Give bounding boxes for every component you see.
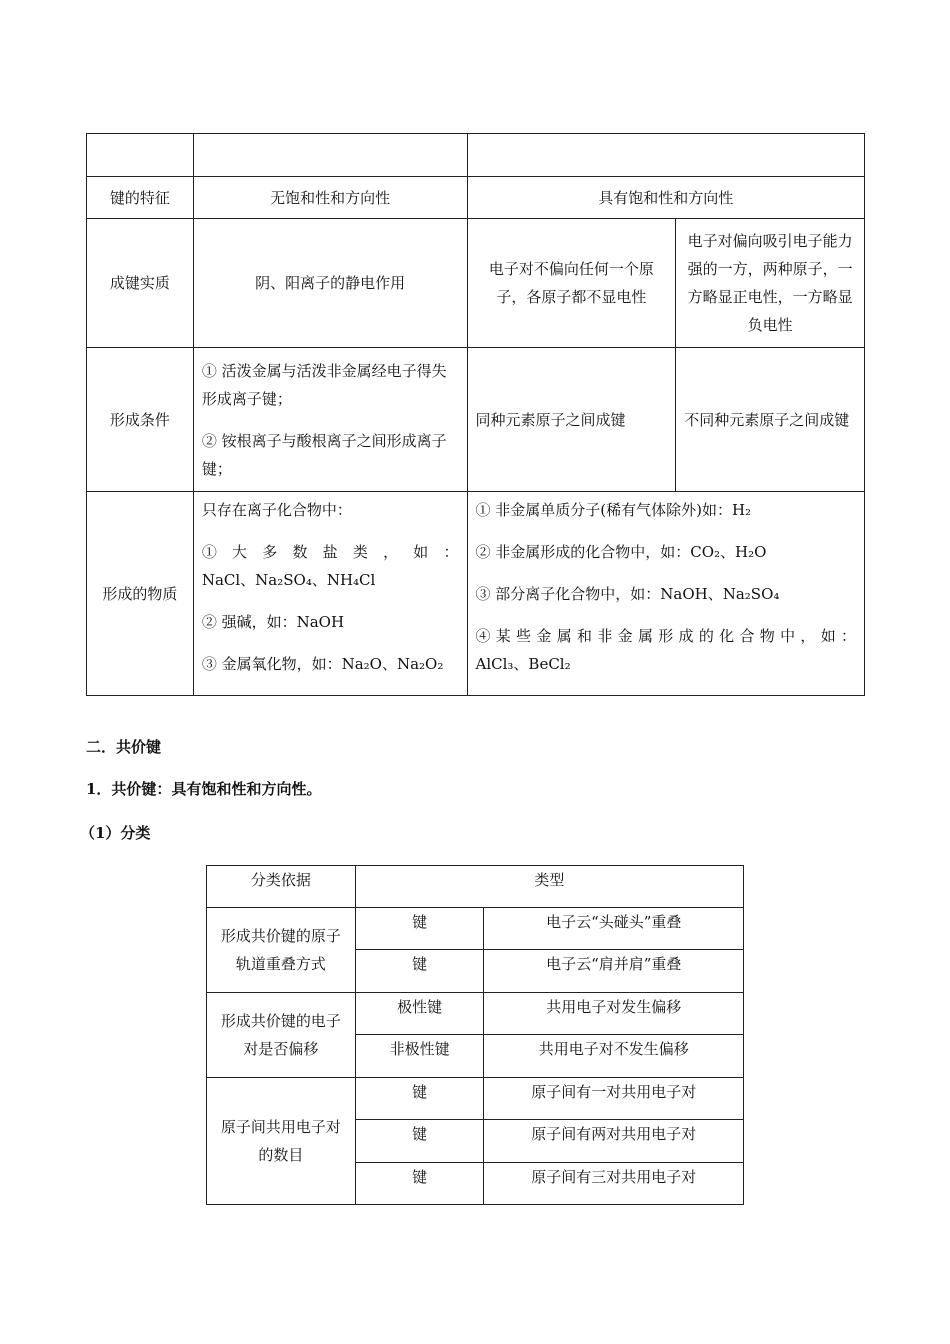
table-row	[87, 492, 865, 696]
ionic-substance	[193, 492, 467, 696]
covalent-substance-1: ① 非金属单质分子(稀有气体除外)如：H₂	[475, 501, 752, 519]
covalent-substance-4b: AlCl₃、BeCl₂	[475, 655, 571, 673]
table-row	[207, 1078, 744, 1120]
covalent-substance-4a: ④ 某 些 金 属 和 非 金 属 形 成 的 化 合 物 中 ， 如 ：	[475, 627, 856, 645]
table-row	[87, 134, 865, 177]
ionic-condition-2: ② 铵根离子与酸根离子之间形成离子键；	[201, 431, 447, 478]
desc-cell: 原子间有三对共用电子对	[484, 1163, 744, 1205]
row-label: 键的特征	[87, 177, 194, 219]
desc-cell: 电子云“肩并肩”重叠	[484, 950, 744, 993]
nonpolar-condition: 同种元素原子之间成键	[467, 348, 676, 492]
covalent-classification-table	[206, 865, 744, 1205]
bond-comparison-table	[86, 133, 865, 696]
ionic-condition-1: ① 活泼金属与活泼非金属经电子得失形成离子键；	[201, 361, 447, 408]
table-row	[207, 908, 744, 950]
header-basis: 分类依据	[207, 866, 356, 908]
table-row	[87, 348, 865, 492]
header-type: 类型	[355, 866, 743, 908]
section-title: 二．共价键	[86, 738, 162, 756]
covalent-substance-3: ③ 部分离子化合物中，如：NaOH、Na₂SO₄	[475, 585, 780, 603]
covalent-substance	[467, 492, 865, 696]
sub-heading: （1）分类	[80, 824, 151, 842]
ionic-feature: 无饱和性和方向性	[193, 177, 467, 219]
basis-cell: 形成共价键的原子轨道重叠方式	[207, 908, 356, 993]
type-cell: 键	[355, 1163, 484, 1205]
type-cell: 键	[355, 950, 484, 993]
type-cell: 极性键	[355, 993, 484, 1035]
table-row	[87, 177, 865, 219]
desc-cell: 原子间有两对共用电子对	[484, 1120, 744, 1163]
basis-cell: 形成共价键的电子对是否偏移	[207, 993, 356, 1078]
covalent-substance-2: ② 非金属形成的化合物中，如：CO₂、H₂O	[475, 543, 767, 561]
ionic-substance-intro: 只存在离子化合物中：	[201, 501, 352, 519]
desc-cell: 共用电子对发生偏移	[484, 993, 744, 1035]
ionic-substance-3: ③ 金属氧化物，如：Na₂O、Na₂O₂	[201, 655, 444, 673]
ionic-substance-1a: ① 大 多 数 盐 类 ， 如 ：	[201, 543, 459, 561]
type-cell: 键	[355, 1078, 484, 1120]
ionic-substance-2: ② 强碱，如：NaOH	[201, 613, 345, 631]
covalent-feature: 具有饱和性和方向性	[467, 177, 865, 219]
ionic-condition	[193, 348, 467, 492]
desc-cell: 原子间有一对共用电子对	[484, 1078, 744, 1120]
basis-cell: 原子间共用电子对的数目	[207, 1078, 356, 1205]
table-row	[207, 866, 744, 908]
header-cell	[193, 134, 467, 177]
desc-cell: 电子云“头碰头”重叠	[484, 908, 744, 950]
ionic-essence: 阴、阳离子的静电作用	[193, 219, 467, 348]
table-row	[87, 219, 865, 348]
ionic-substance-1b: NaCl、Na₂SO₄、NH₄Cl	[201, 571, 376, 589]
row-label: 形成条件	[87, 348, 194, 492]
type-cell: 键	[355, 908, 484, 950]
header-cell	[87, 134, 194, 177]
polar-essence: 电子对偏向吸引电子能力强的一方，两种原子，一方略显正电性，一方略显负电性	[676, 219, 865, 348]
row-label: 成键实质	[87, 219, 194, 348]
type-cell: 键	[355, 1120, 484, 1163]
item-heading: 1．共价键：具有饱和性和方向性。	[86, 780, 322, 798]
nonpolar-essence: 电子对不偏向任何一个原子，各原子都不显电性	[467, 219, 676, 348]
header-cell	[467, 134, 865, 177]
type-cell: 非极性键	[355, 1035, 484, 1078]
row-label: 形成的物质	[87, 492, 194, 696]
polar-condition: 不同种元素原子之间成键	[676, 348, 865, 492]
table-row	[207, 993, 744, 1035]
desc-cell: 共用电子对不发生偏移	[484, 1035, 744, 1078]
